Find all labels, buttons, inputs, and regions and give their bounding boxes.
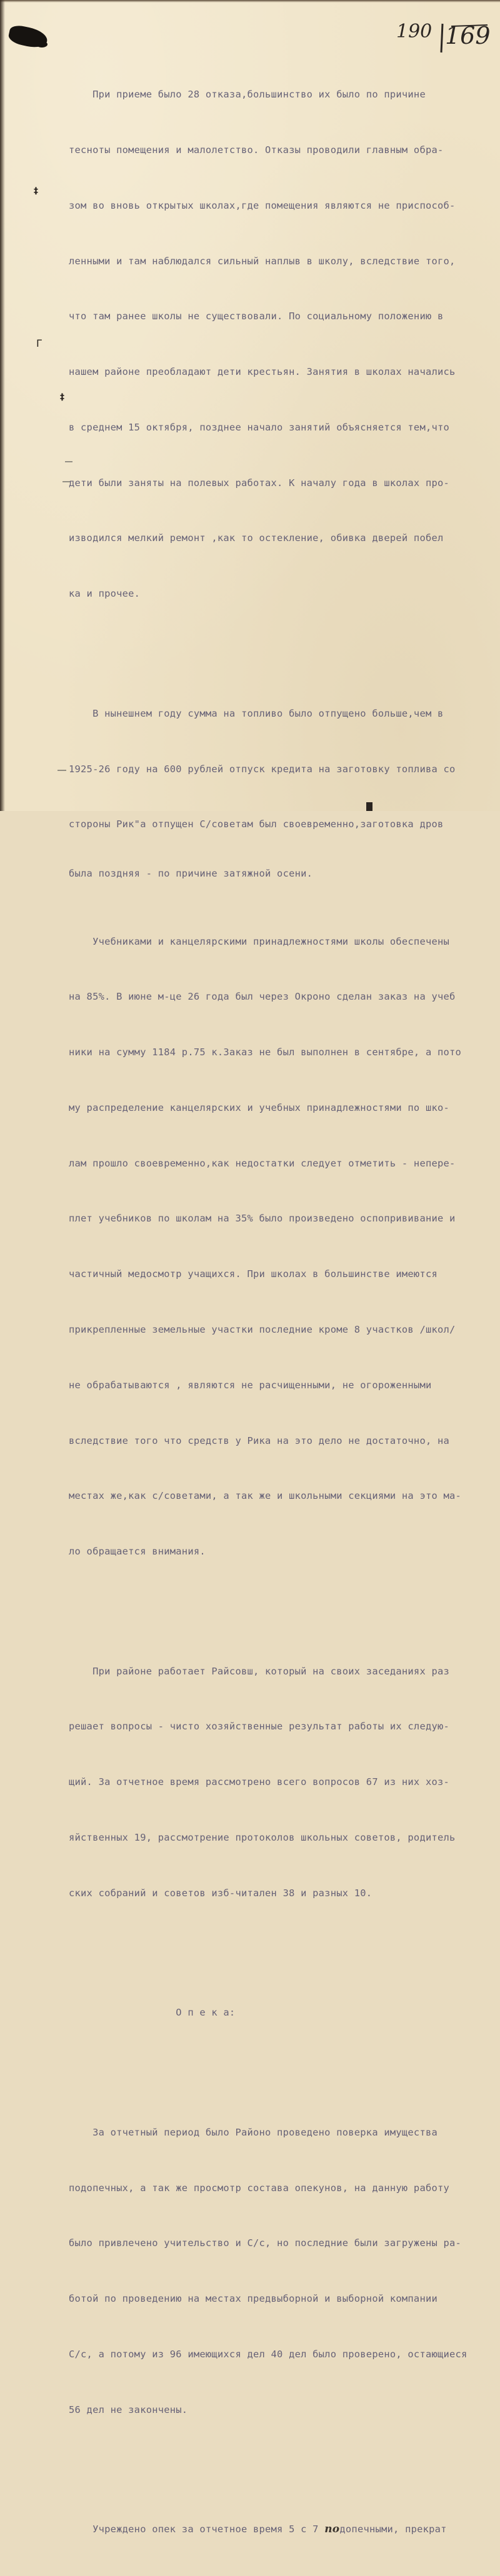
text-line: яйственных 19, рассмотрение протоколов школьных советов, родитель xyxy=(69,1832,456,1843)
text-line: прикрепленные земельные участки последние кроме 8 участков /школ/ xyxy=(69,1323,456,1335)
text-line: что там ранее школы не существовали. По социальному положению в xyxy=(69,311,444,322)
page-number-right: 169 xyxy=(445,22,491,49)
text-line: подопечных, а так же просмотр состава опекунов, на данную работу xyxy=(69,2182,450,2194)
section-heading: О п е к а: xyxy=(69,2007,236,2019)
text-line: тесноты помещения и малолетство. Отказы проводили главным обра- xyxy=(69,144,444,156)
text-line: лам прошло своевременно,как недостатки следует отметить - непере- xyxy=(69,1157,456,1169)
text-line: вследствие того что средств у Рика на это дело не достаточно, на xyxy=(69,1435,450,1446)
text-line: стороны Рик"а отпущен С/советам был своевременно,заготовка дров xyxy=(69,818,444,830)
text-line: За отчетный период было Районо проведено поверка имущества xyxy=(69,2126,438,2138)
text-fragment: допечными, прекрат xyxy=(339,2524,447,2535)
text-line: частичный медосмотр учащихся. При школах в большинстве имеются xyxy=(69,1268,438,1280)
paragraph-gap xyxy=(69,640,494,649)
text-line: зом во вновь открытых школах,где помещения являются не приспособ- xyxy=(69,199,456,211)
ink-blot-small xyxy=(36,41,48,47)
handwritten-insertion: по xyxy=(324,2523,340,2536)
page-left-edge xyxy=(0,0,5,811)
text-line: местах же,как с/советами, а так же и школьными секциями на это ма- xyxy=(69,1490,462,1502)
paragraph-gap xyxy=(69,2457,494,2465)
text-line: При районе работает Райсовш, который на своих заседаниях раз xyxy=(69,1665,450,1677)
text-line: нашем районе преобладают дети крестьян. Занятия в школах начались xyxy=(69,366,456,378)
page-number-left: 190 xyxy=(396,21,432,42)
text-line: Учебниками и канцелярскими принадлежностями школы обеспечены xyxy=(69,935,450,947)
text-line: ленными и там наблюдался сильный наплыв в школу, вследствие того, xyxy=(69,255,456,267)
margin-mark: Г xyxy=(36,337,42,349)
text-line: 1925-26 году на 600 рублей отпуск кредита на заготовку топлива со xyxy=(69,763,456,775)
text-line: не обрабатываются , являются не расчищенными, не огороженными xyxy=(69,1379,432,1391)
margin-dash xyxy=(58,770,66,771)
text-line: ники на сумму 1184 р.75 к.Заказ не был выполнен в сентябре, а пото xyxy=(69,1047,462,1058)
text-fragment: Учреждено опек за отчетное время 5 с 7 xyxy=(69,2524,325,2535)
text-line: ло обращается внимания. xyxy=(69,1546,206,1558)
text-line: изводился мелкий ремонт ,как то остекление, обивка дверей побел xyxy=(69,532,444,544)
paragraph-gap xyxy=(69,2059,494,2068)
last-text-line xyxy=(69,2520,494,2539)
text-line: В нынешнем году сумма на топливо было отпущено больше,чем в xyxy=(69,707,444,719)
text-line: решает вопросы - чисто хозяйственные результат работы их следую- xyxy=(69,1721,450,1733)
text-line: При приеме было 28 отказа,большинство их было по причине xyxy=(69,89,426,101)
text-line: в среднем 15 октября, позднее начало занятий объясняется тем,что xyxy=(69,421,450,433)
text-line: на 85%. В июне м-це 26 года был через Окроно сделан заказ на учеб xyxy=(69,991,456,1003)
typewritten-body xyxy=(69,49,494,2576)
text-line: С/с, а потому из 96 имеющихся дел 40 дел было проверено, остающиеся xyxy=(69,2349,468,2360)
text-line: ка и прочее. xyxy=(69,588,141,600)
text-line: ботой по проведению на местах предвыборной и выборной компании xyxy=(69,2293,438,2305)
paragraph-gap xyxy=(69,1940,494,1949)
margin-mark: ‡ xyxy=(34,186,38,196)
text-line: му распределение канцелярских и учебных принадлежностями по шко- xyxy=(69,1102,450,1113)
text-line: ских собраний и советов изб-читален 38 и разных 10. xyxy=(69,1887,372,1899)
page-top-edge xyxy=(0,0,500,2)
text-line: щий. За отчетное время рассмотрено всего вопросов 67 из них хоз- xyxy=(69,1776,450,1788)
margin-mark: ‡ xyxy=(60,392,64,402)
text-line: 56 дел не закончены. xyxy=(69,2404,188,2415)
text-line: дети были заняты на полевых работах. К началу года в школах про- xyxy=(69,477,450,489)
text-line: было привлечено учительство и С/с, но последние были загружены ра- xyxy=(69,2237,462,2249)
text-line: плет учебников по школам на 35% было произведено оспопрививание и xyxy=(69,1213,456,1225)
text-line: была поздняя - по причине затяжной осени. xyxy=(69,868,313,880)
paragraph-gap xyxy=(69,1598,494,1607)
